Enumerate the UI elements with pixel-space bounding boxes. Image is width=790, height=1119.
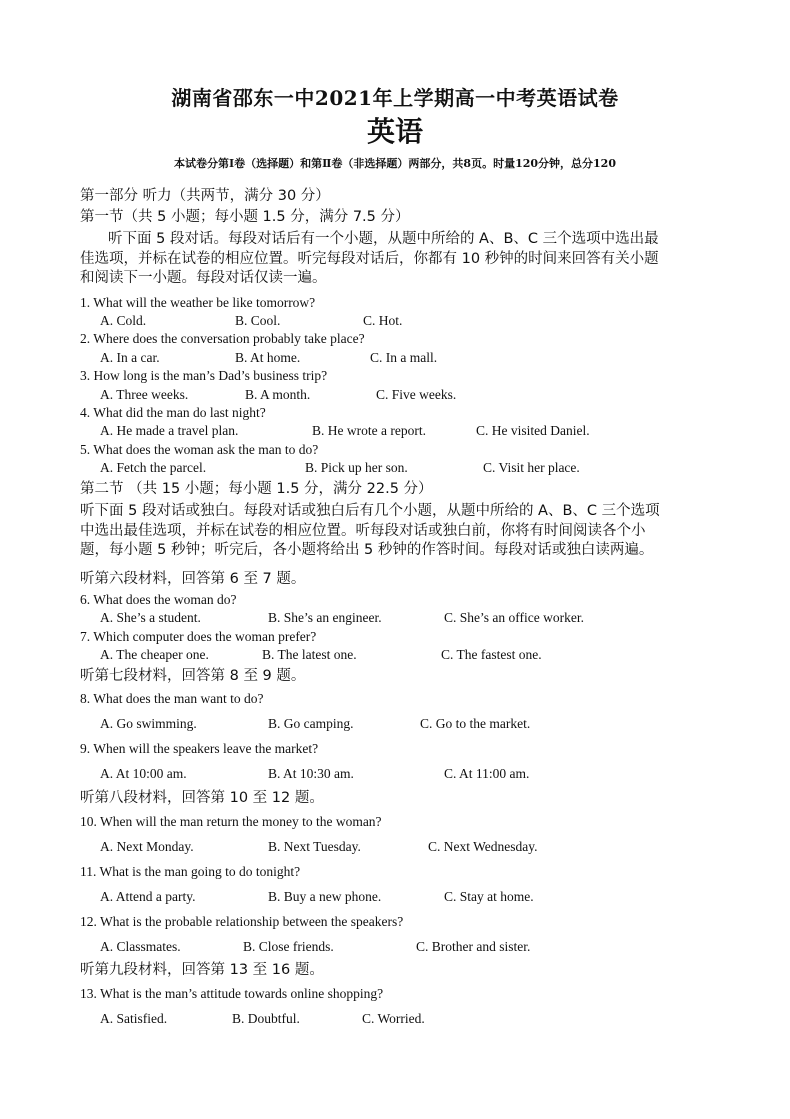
part1-heading: 第一部分 听力（共两节，满分 30 分） (80, 188, 330, 204)
exam-note: 本试卷分第Ⅰ卷（选择题）和第Ⅱ卷（非选择题）两部分，共8页。时量120分钟，总分120 (174, 157, 616, 170)
question-6-option-a: A. She’s a student. (100, 610, 201, 625)
section2-instructions (80, 502, 720, 561)
question-9-option-a: A. At 10:00 am. (100, 766, 187, 781)
question-6: 6. What does the woman do? (80, 592, 237, 607)
question-11-option-a: A. Attend a party. (100, 889, 196, 904)
section2-instr-line: 听下面 5 段对话或独白。每段对话或独白后有几个小题，从题中所给的 A、B、C 三个选项 (80, 503, 660, 519)
exam-subject: 英语 (366, 115, 423, 148)
question-5-option-b: B. Pick up her son. (305, 460, 408, 475)
question-12-option-c: C. Brother and sister. (416, 939, 531, 954)
question-2: 2. Where does the conversation probably take place? (80, 331, 365, 346)
question-3-option-b: B. A month. (245, 387, 311, 402)
question-8-option-b: B. Go camping. (268, 716, 354, 731)
question-9-option-b: B. At 10:30 am. (268, 766, 354, 781)
question-4: 4. What did the man do last night? (80, 405, 266, 420)
question-3-option-a: A. Three weeks. (100, 387, 189, 402)
section2-heading: 第二节 （共 15 小题；每小题 1.5 分，满分 22.5 分） (80, 481, 433, 497)
question-12-option-a: A. Classmates. (100, 939, 181, 954)
material-6-heading: 听第六段材料，回答第 6 至 7 题。 (80, 571, 306, 587)
question-2-option-b: B. At home. (235, 350, 301, 365)
question-9: 9. When will the speakers leave the market? (80, 741, 319, 756)
question-12-option-b: B. Close friends. (243, 939, 334, 954)
question-13-option-b: B. Doubtful. (232, 1011, 300, 1026)
question-1-option-c: C. Hot. (363, 313, 403, 328)
question-10: 10. When will the man return the money to the woman? (80, 814, 382, 829)
question-6-option-b: B. She’s an engineer. (268, 610, 382, 625)
question-1-option-a: A. Cold. (100, 313, 147, 328)
question-4-option-a: A. He made a travel plan. (100, 423, 239, 438)
section1-instructions (80, 230, 720, 289)
question-1: 1. What will the weather be like tomorrow? (80, 295, 316, 310)
question-11: 11. What is the man going to do tonight? (80, 864, 301, 879)
question-13-option-c: C. Worried. (362, 1011, 425, 1026)
question-2-option-c: C. In a mall. (370, 350, 438, 365)
question-5-option-a: A. Fetch the parcel. (100, 460, 207, 475)
question-13-option-a: A. Satisfied. (100, 1011, 168, 1026)
question-11-option-b: B. Buy a new phone. (268, 889, 382, 904)
section2-instr-line: 中选出最佳选项，并标在试卷的相应位置。听每段对话或独白前，你将有时间阅读各个小 (80, 522, 646, 539)
question-10-option-c: C. Next Wednesday. (428, 839, 538, 854)
question-13: 13. What is the man’s attitude towards online shopping? (80, 986, 384, 1001)
section1-instr-line: 佳选项，并标在试卷的相应位置。听完每段对话后，你都有 10 秒钟的时间来回答有关小题 (80, 250, 659, 267)
question-8-option-c: C. Go to the market. (420, 716, 531, 731)
question-8-option-a: A. Go swimming. (100, 716, 197, 731)
question-4-option-b: B. He wrote a report. (312, 423, 426, 438)
question-5-option-c: C. Visit her place. (483, 460, 580, 475)
question-9-option-c: C. At 11:00 am. (444, 766, 530, 781)
section2-instr-line: 题，每小题 5 秒钟；听完后，各小题将给出 5 秒钟的作答时间。每段对话或独白读两遍。 (80, 542, 654, 558)
question-7-option-a: A. The cheaper one. (100, 647, 209, 662)
question-1-option-b: B. Cool. (235, 313, 281, 328)
question-3: 3. How long is the man’s Dad’s business trip? (80, 368, 328, 383)
question-10-option-b: B. Next Tuesday. (268, 839, 361, 854)
section1-heading: 第一节（共 5 小题；每小题 1.5 分，满分 7.5 分） (80, 209, 410, 225)
question-2-option-a: A. In a car. (100, 350, 160, 365)
material-8-heading: 听第八段材料，回答第 10 至 12 题。 (80, 790, 324, 806)
section1-instr-line: 和阅读下一小题。每段对话仅读一遍。 (80, 270, 327, 286)
exam-title: 湖南省邵东一中2021年上学期高一中考英语试卷 (171, 86, 619, 110)
question-4-option-c: C. He visited Daniel. (476, 423, 590, 438)
question-11-option-c: C. Stay at home. (444, 889, 534, 904)
section1-instr-line: 听下面 5 段对话。每段对话后有一个小题，从题中所给的 A、B、C 三个选项中选出最 (108, 231, 659, 247)
question-6-option-c: C. She’s an office worker. (444, 610, 584, 625)
question-3-option-c: C. Five weeks. (376, 387, 457, 402)
question-10-option-a: A. Next Monday. (100, 839, 194, 854)
question-7: 7. Which computer does the woman prefer? (80, 629, 317, 644)
question-7-option-c: C. The fastest one. (441, 647, 542, 662)
question-7-option-b: B. The latest one. (262, 647, 357, 662)
question-12: 12. What is the probable relationship between the speakers? (80, 914, 404, 929)
material-9-heading: 听第九段材料，回答第 13 至 16 题。 (80, 962, 324, 978)
question-8: 8. What does the man want to do? (80, 691, 264, 706)
question-5: 5. What does the woman ask the man to do? (80, 442, 319, 457)
material-7-heading: 听第七段材料，回答第 8 至 9 题。 (80, 668, 306, 684)
